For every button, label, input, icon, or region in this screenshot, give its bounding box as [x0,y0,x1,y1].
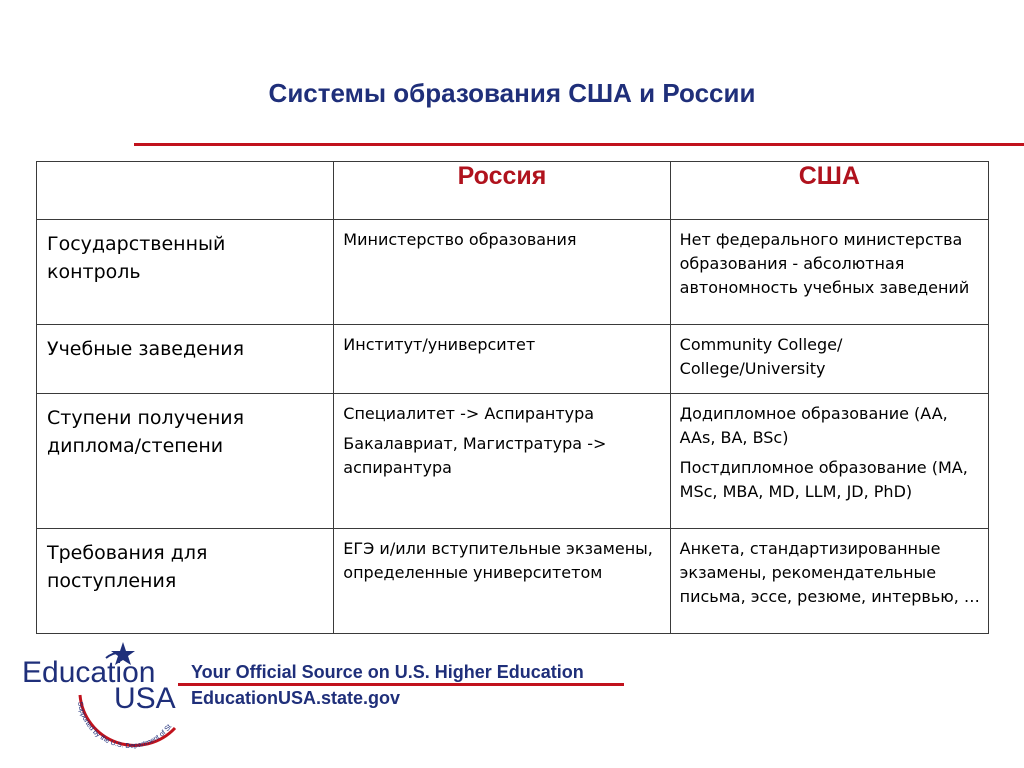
header-russia: Россия [334,162,670,220]
educationusa-logo [20,640,190,760]
row-label: Учебные заведения [47,338,245,360]
row-label-cell [37,220,334,325]
row-label-cell [37,325,334,394]
seal-text: Supported by the U.S. Department of St [75,701,174,750]
russia-cell [334,220,670,325]
title-divider [134,143,1024,146]
russia-cell [334,325,670,394]
usa-cell-text: Community College/ College/University [679,335,843,378]
table-row [37,529,989,634]
usa-cell-text: Нет федерального министерства образования - абсолютная автономность учебных заведений [679,230,970,297]
russia-cell-text: Институт/университет [343,335,536,354]
row-label: Требования для поступления [47,542,208,592]
russia-cell [334,529,670,634]
row-label: Государственный контроль [47,233,226,283]
usa-cell [670,529,988,634]
usa-cell [670,220,988,325]
logo-word-usa: USA [114,682,176,715]
usa-cell [670,325,988,394]
row-label-cell [37,394,334,529]
table-row [37,220,989,325]
comparison-table [36,161,989,634]
footer-url-link[interactable]: EducationUSA.state.gov [191,688,401,708]
footer-divider [178,683,624,686]
table-row [37,325,989,394]
table-header-row [37,162,989,220]
russia-cell-text: Специалитет -> Аспирантура [343,404,595,423]
usa-cell-text: Додипломное образование (AA, AAs, BA, BSc) [679,404,948,447]
usa-cell [670,394,988,529]
russia-cell [334,394,670,529]
footer-tagline: Your Official Source on U.S. Higher Education [191,662,584,682]
slide-title: Системы образования США и России [268,78,756,108]
usa-cell-text: Анкета, стандартизированные экзамены, рекомендательные письма, эссе, резюме, интервью, … [679,539,980,606]
russia-cell-text: ЕГЭ и/или вступительные экзамены, определенные университетом [343,539,653,582]
header-empty-cell [37,162,334,220]
header-usa: США [670,162,988,220]
logo-word-education: Education [22,656,156,689]
row-label: Ступени получения диплома/степени [47,407,245,457]
row-label-cell [37,529,334,634]
russia-cell-text: Бакалавриат, Магистратура -> аспирантура [343,434,607,477]
usa-cell-text: Постдипломное образование (MA, MSc, MBA, MD, LLM, JD, PhD) [679,458,968,501]
table-row [37,394,989,529]
russia-cell-text: Министерство образования [343,230,577,249]
